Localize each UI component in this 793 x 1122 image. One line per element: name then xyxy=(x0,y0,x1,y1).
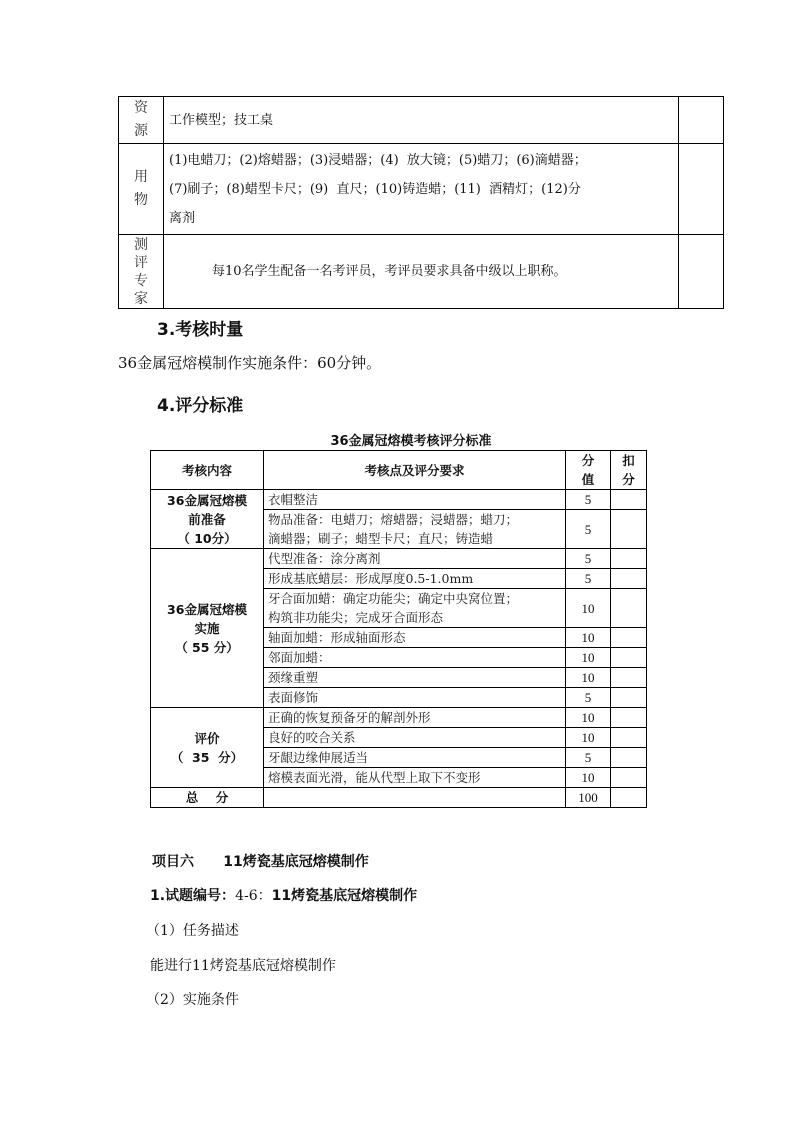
item-text: 邻面加蜡： xyxy=(264,648,566,668)
examiner-label: 测 评 专 家 xyxy=(119,235,164,309)
item1-code: 4-6： xyxy=(235,888,272,904)
conditions-heading: （2）实施条件 xyxy=(146,992,239,1008)
item-score: 5 xyxy=(566,510,611,549)
item-score: 10 xyxy=(566,648,611,668)
item-text: 衣帽整洁 xyxy=(264,490,566,510)
resource-label: 资 源 xyxy=(119,97,164,144)
item-deduct xyxy=(611,510,647,549)
header-content: 考核内容 xyxy=(151,451,264,490)
resource-table xyxy=(118,96,724,309)
item-text: 物品准备：电蜡刀；熔蜡器；浸蜡器；蜡刀； 滴蜡器；刷子；蜡型卡尺；直尺；铸造蜡 xyxy=(264,510,566,549)
item-deduct xyxy=(611,589,647,628)
header-points: 考核点及评分要求 xyxy=(264,451,566,490)
item-deduct xyxy=(611,628,647,648)
total-empty-cell xyxy=(264,788,566,808)
item1-line xyxy=(150,885,417,905)
resource-content: 工作模型；技工桌 xyxy=(164,97,679,144)
item1-suffix: 11烤瓷基底冠熔模制作 xyxy=(271,888,418,904)
item-score: 5 xyxy=(566,688,611,708)
resource-extra-cell xyxy=(679,97,724,144)
item-deduct xyxy=(611,688,647,708)
category-prep: 36金属冠熔模 前准备 （ 10分） xyxy=(151,490,264,549)
score-table-caption: 36金属冠熔模考核评分标准 xyxy=(330,434,492,449)
examiner-extra-cell xyxy=(679,235,724,309)
item-score: 5 xyxy=(566,490,611,510)
header-deduct: 扣 分 xyxy=(611,451,647,490)
item-text: 颈缘重塑 xyxy=(264,668,566,688)
item-score: 10 xyxy=(566,728,611,748)
total-score: 100 xyxy=(566,788,611,808)
examiner-content: 每10名学生配备一名考评员，考评员要求具备中级以上职称。 xyxy=(164,235,679,309)
item-deduct xyxy=(611,748,647,768)
project-title: 项目六 11烤瓷基底冠熔模制作 xyxy=(152,854,369,870)
task-desc-text: 能进行11烤瓷基底冠熔模制作 xyxy=(150,958,336,974)
total-row xyxy=(151,788,647,808)
item-text: 牙龈边缘伸展适当 xyxy=(264,748,566,768)
section3-heading: 3.考核时量 xyxy=(157,320,244,340)
table-row xyxy=(151,708,647,728)
item-text: 形成基底蜡层：形成厚度0.5-1.0mm xyxy=(264,569,566,589)
item-text: 牙合面加蜡：确定功能尖；确定中央窝位置； 构筑非功能尖；完成牙合面形态 xyxy=(264,589,566,628)
item-text: 表面修饰 xyxy=(264,688,566,708)
category-implement: 36金属冠熔模 实施 （ 55 分） xyxy=(151,549,264,708)
item-deduct xyxy=(611,728,647,748)
materials-content: (1)电蜡刀；(2)熔蜡器；(3)浸蜡器；(4) 放大镜；(5)蜡刀；(6)滴蜡器； (7)刷子；(8)蜡型卡尺；(9) 直尺；(10)铸造蜡；(11) 酒精灯；(12)分 离剂 xyxy=(164,144,679,235)
materials-label: 用 物 xyxy=(119,144,164,235)
section3-text: 36金属冠熔模制作实施条件：60分钟。 xyxy=(118,354,382,372)
header-score: 分 值 xyxy=(566,451,611,490)
item-text: 代型准备：涂分离剂 xyxy=(264,549,566,569)
item-deduct xyxy=(611,549,647,569)
item1-prefix: 1.试题编号： xyxy=(150,888,236,904)
item-score: 5 xyxy=(566,748,611,768)
item-score: 10 xyxy=(566,708,611,728)
item-deduct xyxy=(611,648,647,668)
table-row xyxy=(151,490,647,510)
item-deduct xyxy=(611,569,647,589)
task-desc-heading: （1）任务描述 xyxy=(146,923,239,939)
item-score: 5 xyxy=(566,549,611,569)
item-score: 10 xyxy=(566,768,611,788)
item-score: 10 xyxy=(566,589,611,628)
item-score: 10 xyxy=(566,668,611,688)
total-deduct xyxy=(611,788,647,808)
category-evaluation: 评价 （ 35 分） xyxy=(151,708,264,788)
item-text: 熔模表面光滑，能从代型上取下不变形 xyxy=(264,768,566,788)
materials-extra-cell xyxy=(679,144,724,235)
score-table xyxy=(150,450,647,808)
item-deduct xyxy=(611,490,647,510)
item-text: 正确的恢复预备牙的解剖外形 xyxy=(264,708,566,728)
item-score: 10 xyxy=(566,628,611,648)
table-row xyxy=(151,549,647,569)
item-text: 良好的咬合关系 xyxy=(264,728,566,748)
item-score: 5 xyxy=(566,569,611,589)
item-deduct xyxy=(611,668,647,688)
item-deduct xyxy=(611,768,647,788)
item-text: 轴面加蜡：形成轴面形态 xyxy=(264,628,566,648)
section4-heading: 4.评分标准 xyxy=(157,396,244,416)
item-deduct xyxy=(611,708,647,728)
total-label: 总 分 xyxy=(151,788,264,808)
